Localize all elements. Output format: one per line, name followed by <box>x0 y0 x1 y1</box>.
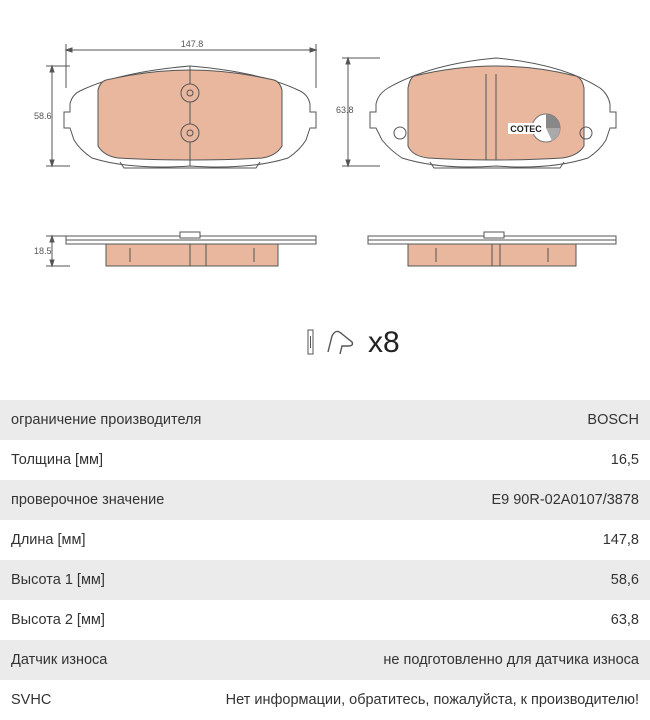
spec-value: не подготовленно для датчика износа <box>383 652 639 668</box>
table-row <box>0 680 650 720</box>
spec-value: Нет информации, обратитесь, пожалуйста, к производителю! <box>225 692 639 708</box>
length-label: 147.8 <box>180 39 204 49</box>
spec-value: E9 90R-02A0107/3878 <box>491 492 639 508</box>
spec-label: Толщина [мм] <box>11 452 104 468</box>
height1-label: 58.6 <box>34 111 52 121</box>
table-row <box>0 600 650 640</box>
spec-label: ограничение производителя <box>11 412 202 428</box>
spec-value: 147,8 <box>602 532 639 548</box>
spec-label: Высота 1 [мм] <box>11 572 105 588</box>
table-row <box>0 560 650 600</box>
spec-label: Длина [мм] <box>11 532 86 548</box>
left-pad-side-view <box>66 232 316 266</box>
right-pad-side-view <box>368 232 616 266</box>
spec-label: SVHC <box>11 692 52 708</box>
left-pad-front-view <box>64 66 316 168</box>
cotec-logo-text: COTEC <box>510 124 542 134</box>
table-row <box>0 640 650 680</box>
table-row <box>0 440 650 480</box>
spec-label: Датчик износа <box>11 652 108 668</box>
spec-label: проверочное значение <box>11 492 165 508</box>
spec-label: Высота 2 [мм] <box>11 612 105 628</box>
clip-icon <box>328 331 353 354</box>
specs-table <box>0 400 650 720</box>
accessory-icons <box>308 330 353 354</box>
table-row <box>0 400 650 440</box>
spec-value: 16,5 <box>610 452 639 468</box>
thickness-label: 18.5 <box>34 246 52 256</box>
spec-value: BOSCH <box>587 412 639 428</box>
table-row <box>0 480 650 520</box>
spec-value: 58,6 <box>610 572 639 588</box>
table-row <box>0 520 650 560</box>
height2-label: 63.8 <box>336 105 354 115</box>
accessory-quantity: x8 <box>368 326 400 359</box>
spec-value: 63,8 <box>610 612 639 628</box>
right-pad-front-view <box>370 58 616 168</box>
